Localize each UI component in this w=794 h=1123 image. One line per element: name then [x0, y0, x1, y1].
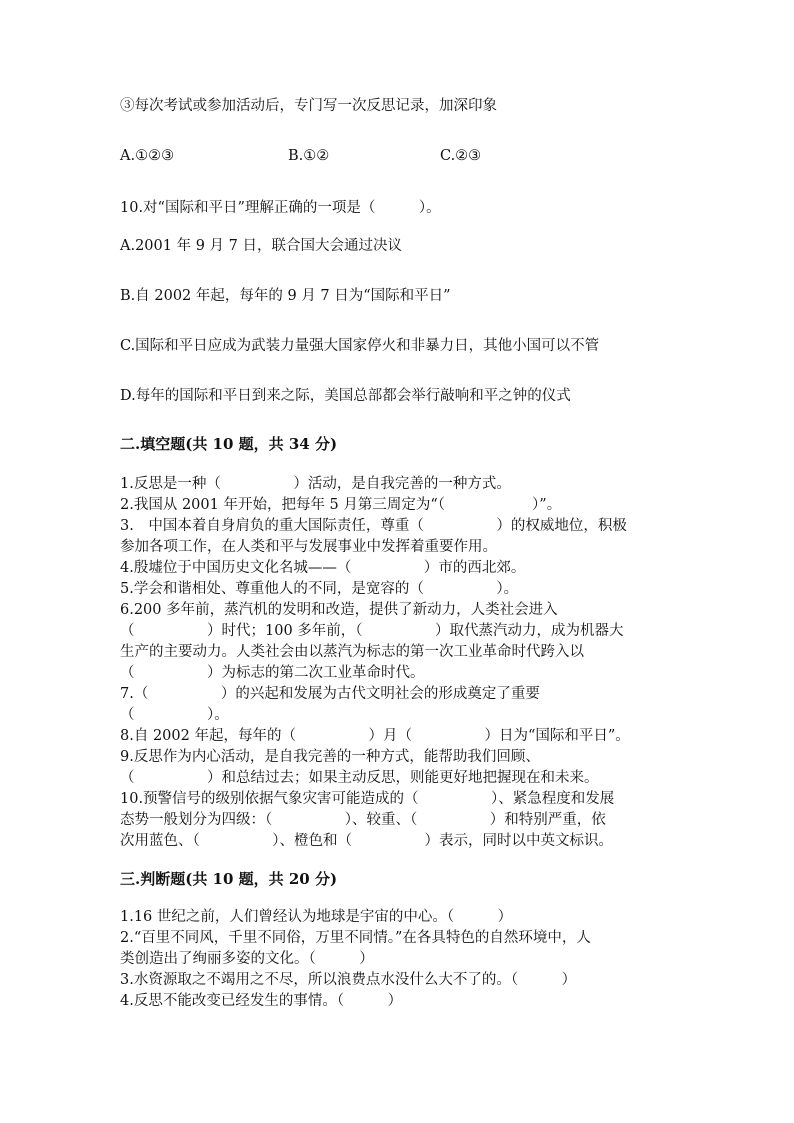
fill-line: 3. 中国本着自身肩负的重大国际责任，尊重（ ）的权威地位，积极 — [120, 518, 627, 534]
judge-line: 4.反思不能改变已经发生的事情。（ ） — [120, 993, 403, 1009]
fill-line: 9.反思作为内心活动，是自我完善的一种方式，能帮助我们回顾、 — [120, 749, 540, 765]
q9-option-c: C.②③ — [440, 148, 482, 164]
fill-line: 2.我国从 2001 年开始，把每年 5 月第三周定为“（ ）”。 — [120, 497, 562, 513]
q9-item-3: ③每次考试或参加活动后，专门写一次反思记录，加深印象 — [120, 98, 497, 114]
fill-line: 参加各项工作，在人类和平与发展事业中发挥着重要作用。 — [120, 539, 497, 555]
section-heading-judgement: 三.判断题(共 10 题，共 20 分) — [120, 870, 338, 888]
q10-option-c: C.国际和平日应成为武装力量强大国家停火和非暴力日，其他小国可以不管 — [120, 338, 600, 354]
fill-line: （ ）为标志的第二次工业革命时代。 — [120, 665, 425, 681]
fill-line: 10.预警信号的级别依据气象灾害可能造成的（ ）、紧急程度和发展 — [120, 791, 615, 807]
q10-option-b: B.自 2002 年起，每年的 9 月 7 日为“国际和平日” — [120, 288, 451, 304]
fill-line: 次用蓝色、（ ）、橙色和（ ）表示，同时以中英文标识。 — [120, 833, 613, 849]
fill-line: 生产的主要动力。人类社会由以蒸汽为标志的第一次工业革命时代跨入以 — [120, 644, 584, 660]
judge-line: 1.16 世纪之前，人们曾经认为地球是宇宙的中心。（ ） — [120, 909, 513, 925]
fill-line: （ ）和总结过去；如果主动反思，则能更好地把握现在和未来。 — [120, 770, 599, 786]
judge-line: 类创造出了绚丽多姿的文化。（ ） — [120, 951, 374, 967]
judge-line: 3.水资源取之不竭用之不尽，所以浪费点水没什么大不了的。（ ） — [120, 972, 577, 988]
fill-line: 5.学会和谐相处、尊重他人的不同，是宽容的（ ）。 — [120, 581, 519, 597]
q9-option-b: B.①② — [288, 148, 330, 164]
fill-line: （ ）。 — [120, 707, 229, 723]
fill-line: 7.（ ）的兴起和发展为古代文明社会的形成奠定了重要 — [120, 686, 540, 702]
fill-line: 4.殷墟位于中国历史文化名城——（ ）市的西北郊。 — [120, 560, 526, 576]
judge-line: 2.“百里不同风，千里不同俗，万里不同情。”在各具特色的自然环境中，人 — [120, 930, 591, 946]
q10-option-a: A.2001 年 9 月 7 日，联合国大会通过决议 — [120, 238, 402, 254]
q9-option-a: A.①②③ — [120, 148, 175, 164]
q10-stem: 10.对“国际和平日”理解正确的一项是（ ）。 — [120, 200, 441, 216]
q10-option-d: D.每年的国际和平日到来之际，美国总部都会举行敲响和平之钟的仪式 — [120, 388, 571, 404]
fill-line: 态势一般划分为四级：（ ）、较重、（ ）和特别严重，依 — [120, 812, 606, 828]
fill-line: 6.200 多年前，蒸汽机的发明和改造，提供了新动力，人类社会进入 — [120, 602, 558, 618]
section-heading-fill-in: 二.填空题(共 10 题，共 34 分) — [120, 435, 338, 453]
fill-line: （ ）时代；100 多年前，（ ）取代蒸汽动力，成为机器大 — [120, 623, 624, 639]
fill-line: 1.反思是一种（ ）活动，是自我完善的一种方式。 — [120, 476, 511, 492]
fill-line: 8.自 2002 年起，每年的（ ）月（ ）日为“国际和平日”。 — [120, 728, 630, 744]
